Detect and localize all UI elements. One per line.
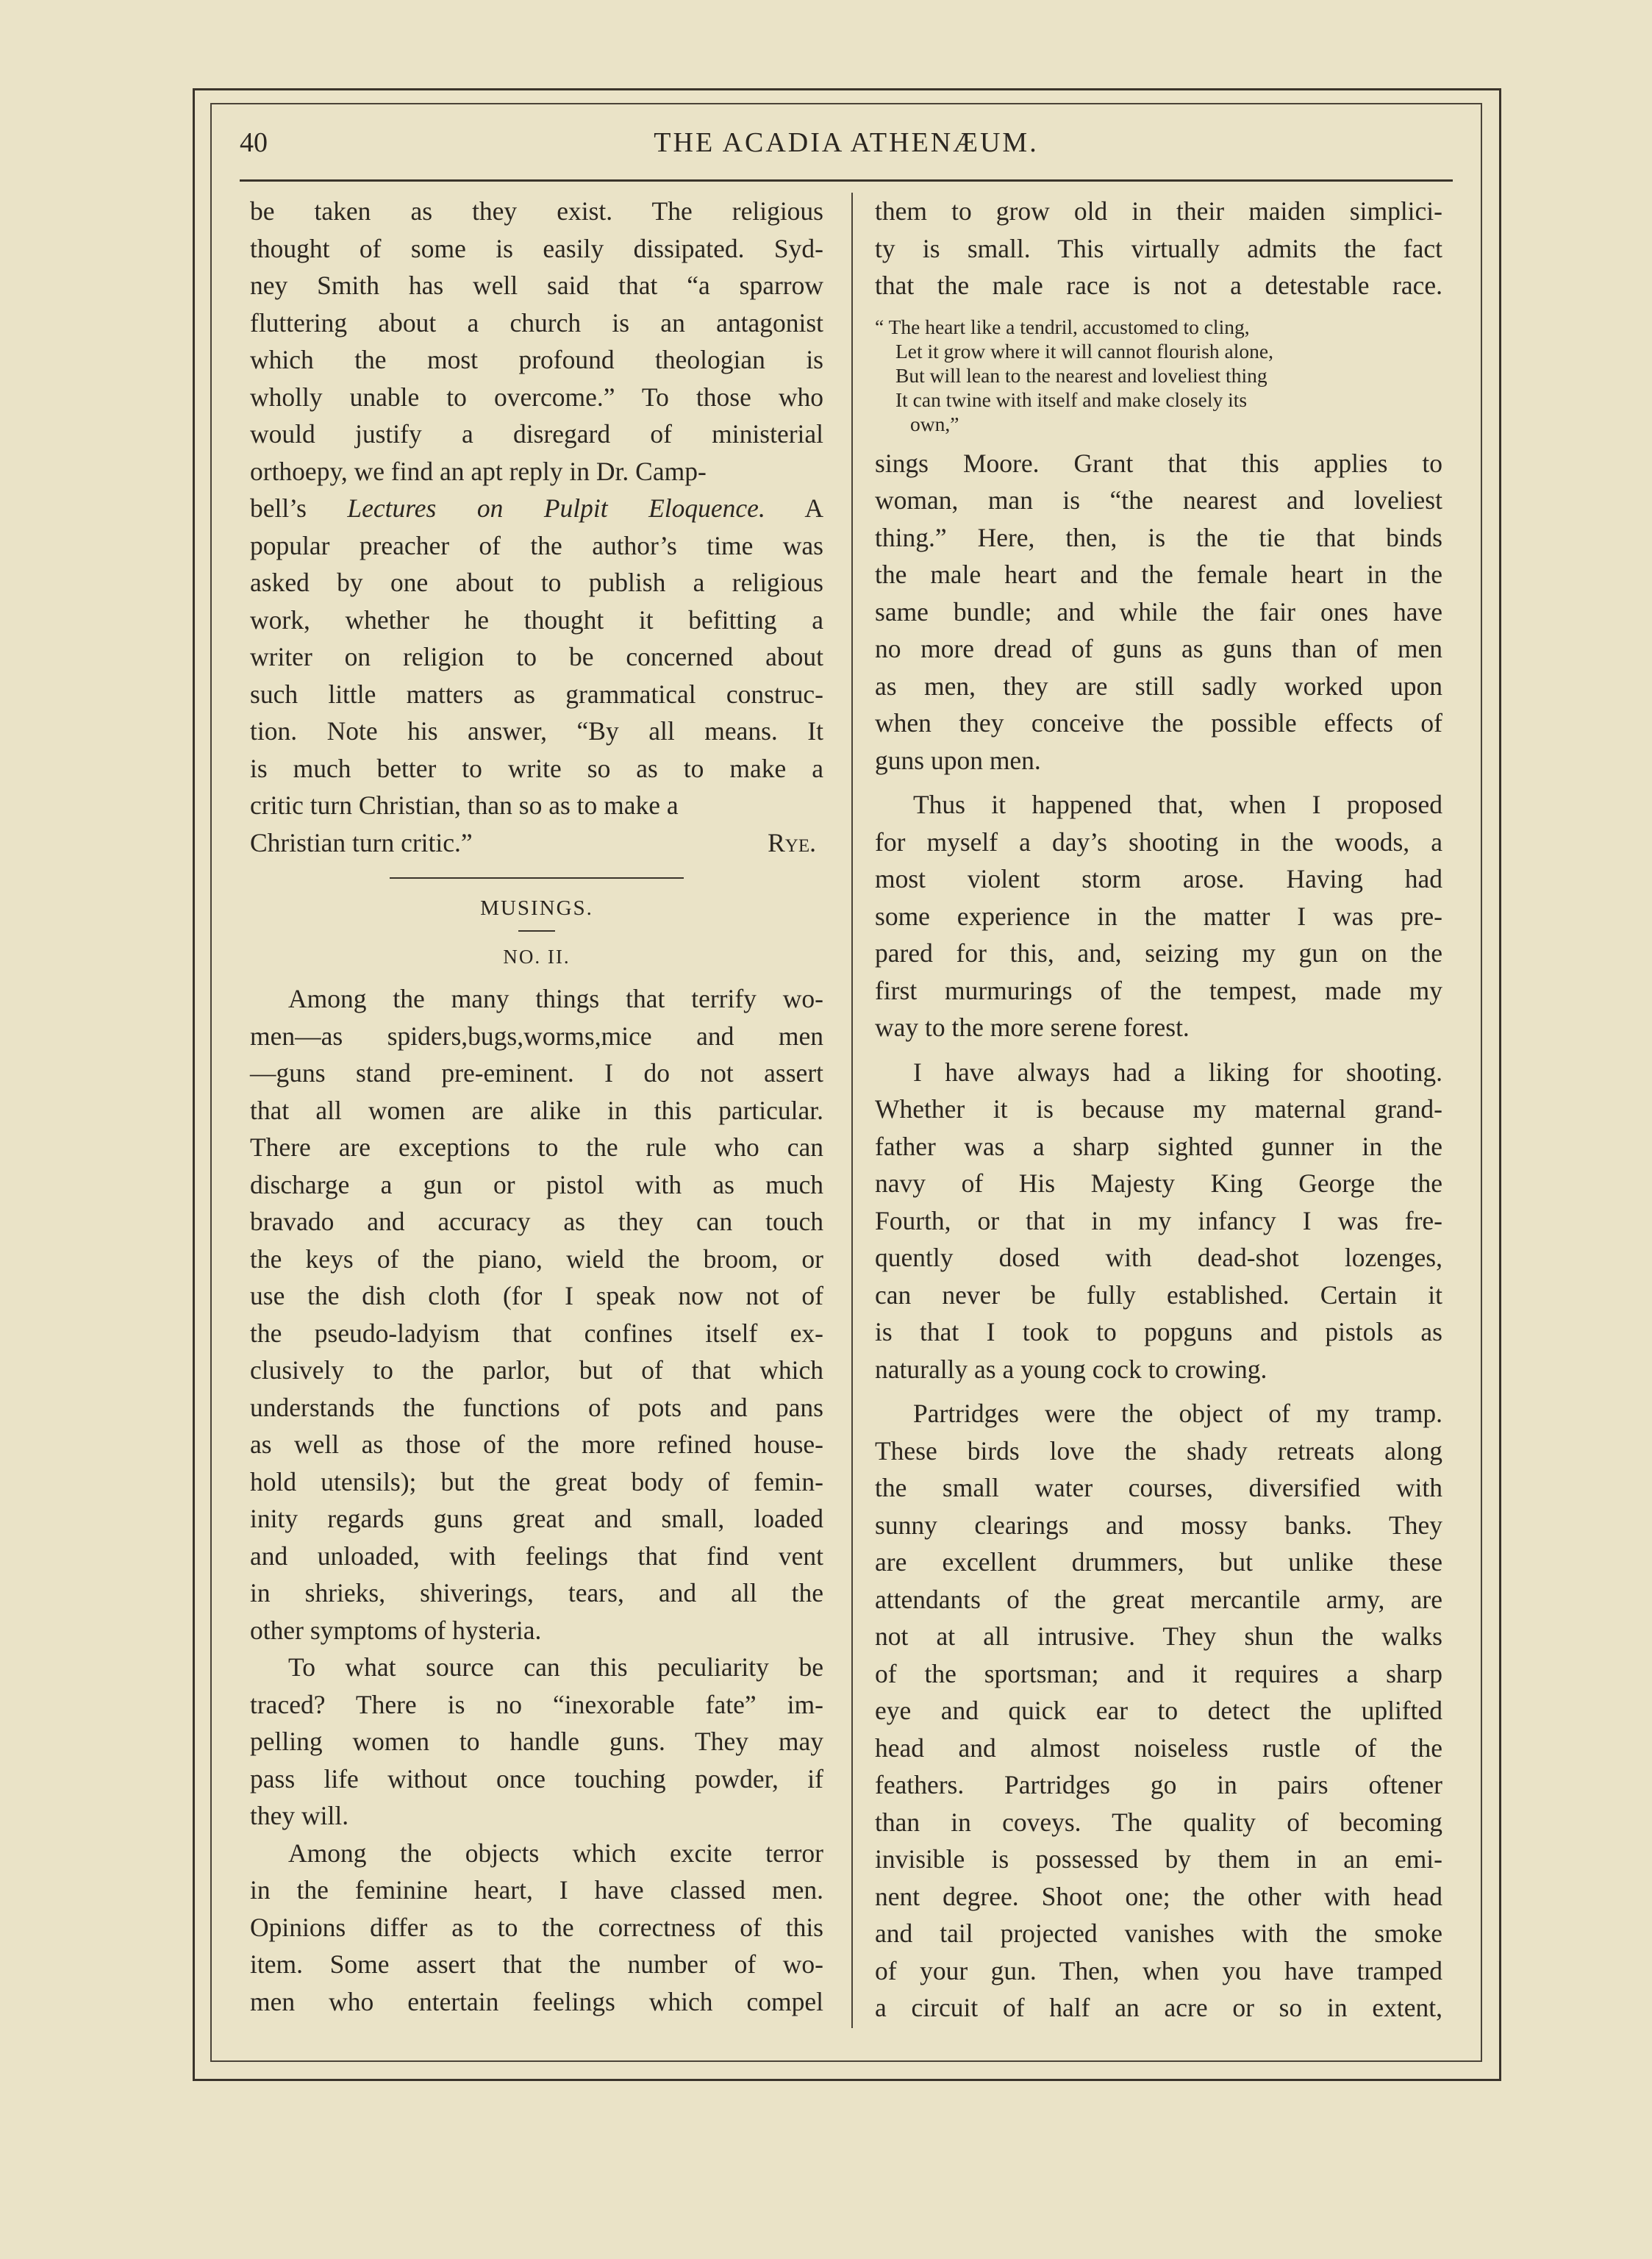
text-line: quently dosed with dead-shot lozenges, — [875, 1243, 1442, 1272]
poem-line: Let it grow where it will cannot flourish alone, — [895, 339, 1273, 363]
text-line: such little matters as grammatical construc- — [250, 679, 823, 709]
text-line: woman, man is “the nearest and loveliest — [875, 485, 1442, 515]
text-line: Among the objects which excite terror — [288, 1838, 823, 1868]
text-line: and tail projected vanishes with the smoke — [875, 1919, 1442, 1948]
text-line: for myself a day’s shooting in the woods, a — [875, 827, 1442, 857]
text-line: eye and quick ear to detect the uplifted — [875, 1696, 1442, 1725]
right-column — [875, 193, 1442, 2027]
text-line: the male heart and the female heart in the — [875, 560, 1442, 589]
text-line: way to the more serene forest. — [875, 1013, 1190, 1042]
text-line: are excellent drummers, but unlike these — [875, 1547, 1442, 1577]
left-column — [250, 193, 823, 2020]
text-line: the pseudo-ladyism that confines itself ex- — [250, 1318, 823, 1348]
text-line: traced? There is no “inexorable fate” im- — [250, 1689, 823, 1719]
text-line: asked by one about to publish a religious — [250, 568, 823, 597]
paragraph-storm — [875, 786, 1442, 1046]
musings-paragraph-1 — [250, 980, 823, 1649]
text-line: feathers. Partridges go in pairs oftener — [875, 1770, 1442, 1799]
text-line: fluttering about a church is an antagonist — [250, 307, 823, 338]
text-line: inity regards guns great and small, loaded — [250, 1504, 823, 1533]
text-line: first murmurings of the tempest, made my — [875, 975, 1442, 1005]
text-line: writer on religion to be concerned about — [250, 642, 823, 671]
text-line: pelling women to handle guns. They may — [250, 1727, 823, 1756]
text-line: as well as those of the more refined house- — [250, 1430, 823, 1459]
text-line: nent degree. Shoot one; the other with head — [875, 1881, 1442, 1911]
text-line: Among the many things that terrify wo- — [288, 984, 823, 1013]
text-line: Thus it happened that, when I proposed — [913, 790, 1442, 819]
paragraph-gap — [875, 1046, 1442, 1054]
text-line: that the male race is not a detestable race. — [875, 271, 1442, 300]
paragraph-gap — [875, 779, 1442, 786]
text-line: pass life without once touching powder, if — [250, 1763, 823, 1794]
paragraph-sings-moore — [875, 445, 1442, 779]
rye-closing-line — [250, 824, 823, 862]
text-line: of the sportsman; and it requires a sharp — [875, 1658, 1442, 1688]
column-divider — [851, 193, 853, 2028]
continuation-paragraph — [875, 193, 1442, 304]
text-line: father was a sharp sighted gunner in the — [875, 1131, 1442, 1161]
rye-italic-post: A — [765, 493, 824, 523]
poem-line: “ The heart like a tendril, accustomed to cling, — [875, 315, 1250, 338]
text-line: is that I took to popguns and pistols as — [875, 1317, 1442, 1346]
text-line: than in coveys. The quality of becoming — [875, 1807, 1442, 1837]
text-line: orthoepy, we find an apt reply in Dr. Camp- — [250, 456, 707, 486]
rye-article-ending — [250, 193, 823, 861]
text-line: no more dread of guns as guns than of men — [875, 634, 1442, 663]
text-line: in shrieks, shiverings, tears, and all the — [250, 1578, 823, 1607]
text-line: Opinions differ as to the correctness of this — [250, 1912, 823, 1942]
rye-italic-pre: bell’s — [250, 493, 348, 523]
text-line: work, whether he thought it befitting a — [250, 604, 823, 635]
text-line: be taken as they exist. The religious — [250, 196, 823, 226]
text-line: tion. Note his answer, “By all means. It — [250, 716, 823, 746]
text-line: other symptoms of hysteria. — [250, 1615, 542, 1645]
musings-paragraph-3 — [250, 1835, 823, 2021]
text-line: critic turn Christian, than so as to make a — [250, 791, 679, 820]
text-line: not at all intrusive. They shun the walks — [875, 1621, 1442, 1651]
poem-quotation — [875, 315, 1442, 436]
text-line: invisible is possessed by them in an emi- — [875, 1844, 1442, 1874]
text-line: sunny clearings and mossy banks. They — [875, 1510, 1442, 1540]
text-line: the small water courses, diversified with — [875, 1473, 1442, 1502]
text-line: the keys of the piano, wield the broom, or — [250, 1243, 823, 1274]
text-line: that all women are alike in this particular. — [250, 1095, 823, 1125]
text-line: navy of His Majesty King George the — [875, 1168, 1442, 1198]
text-line: There are exceptions to the rule who can — [250, 1132, 823, 1162]
text-line: bravado and accuracy as they can touch — [250, 1207, 823, 1236]
text-line: men who entertain feelings which compel — [250, 1986, 823, 2016]
text-line: use the dish cloth (for I speak now not of — [250, 1281, 823, 1310]
text-line: To what source can this peculiarity be — [288, 1652, 823, 1682]
text-line: sings Moore. Grant that this applies to — [875, 448, 1442, 478]
text-line: same bundle; and while the fair ones have — [875, 596, 1442, 627]
text-line: guns upon men. — [875, 745, 1041, 775]
rye-last-line: Christian turn critic.” — [250, 827, 473, 857]
rye-italic-line — [250, 490, 823, 527]
text-line: would justify a disregard of ministerial — [250, 419, 823, 449]
text-line: Whether it is because my maternal grand- — [875, 1094, 1442, 1124]
text-line: Partridges were the object of my tramp. — [913, 1399, 1442, 1428]
text-line: when they conceive the possible effects of — [875, 708, 1442, 738]
text-line: discharge a gun or pistol with as much — [250, 1169, 823, 1199]
section-title-musings: MUSINGS. — [480, 896, 593, 920]
text-line: thing.” Here, then, is the tie that binds — [875, 522, 1442, 552]
text-line: wholly unable to overcome.” To those who — [250, 382, 823, 412]
text-line: some experience in the matter I was pre- — [875, 901, 1442, 931]
rye-lines-1 — [250, 193, 823, 490]
page-number: 40 — [240, 127, 268, 158]
running-title: THE ACADIA ATHENÆUM. — [654, 127, 1039, 158]
text-line: in the feminine heart, I have classed men. — [250, 1875, 823, 1905]
text-line: ty is small. This virtually admits the fact — [875, 233, 1442, 263]
text-line: is much better to write so as to make a — [250, 753, 823, 783]
text-line: and unloaded, with feelings that find vent — [250, 1541, 823, 1571]
text-line: understands the functions of pots and pans — [250, 1392, 823, 1422]
text-line: hold utensils); but the great body of femin- — [250, 1466, 823, 1496]
text-line: thought of some is easily dissipated. Syd- — [250, 233, 823, 263]
short-divider-rule — [518, 930, 555, 932]
text-line: they will. — [250, 1801, 349, 1830]
rye-lines-2 — [250, 527, 823, 824]
text-line: most violent storm arose. Having had — [875, 864, 1442, 893]
text-line: as men, they are still sadly worked upon — [875, 671, 1442, 701]
poem-line: But will lean to the nearest and loveliest thing — [895, 363, 1267, 387]
text-line: which the most profound theologian is — [250, 345, 823, 374]
section-divider-rule — [390, 877, 684, 879]
text-line: head and almost noiseless rustle of the — [875, 1732, 1442, 1763]
text-line: ney Smith has well said that “a sparrow — [250, 271, 823, 300]
author-signature: Rye. — [768, 827, 816, 857]
text-line: Fourth, or that in my infancy I was fre- — [875, 1205, 1442, 1235]
text-line: can never be fully established. Certain it — [875, 1280, 1442, 1310]
section-subtitle-number: NO. II. — [503, 946, 571, 968]
paragraph-partridges — [875, 1395, 1442, 2027]
poem-line: own,” — [910, 412, 959, 435]
musings-paragraph-2 — [250, 1649, 823, 1835]
text-line: of your gun. Then, when you have tramped — [875, 1955, 1442, 1985]
text-line: I have always had a liking for shooting. — [913, 1057, 1442, 1087]
paragraph-liking-for-shooting — [875, 1054, 1442, 1388]
text-line: popular preacher of the author’s time was — [250, 530, 823, 560]
text-line: pared for this, and, seizing my gun on the — [875, 938, 1442, 968]
text-line: them to grow old in their maiden simplici- — [875, 196, 1442, 226]
text-line: men—as spiders,bugs,worms,mice and men — [250, 1021, 823, 1051]
text-line: clusively to the parlor, but of that which — [250, 1355, 823, 1385]
paragraph-gap — [875, 1388, 1442, 1395]
text-line: These birds love the shady retreats along — [875, 1435, 1442, 1466]
poem-line: It can twine with itself and make closely its — [895, 388, 1248, 411]
text-line: attendants of the great mercantile army, are — [875, 1584, 1442, 1614]
text-line: item. Some assert that the number of wo- — [250, 1949, 823, 1979]
text-line: naturally as a young cock to crowing. — [875, 1354, 1267, 1384]
header-rule — [240, 179, 1453, 182]
text-line: —guns stand pre-eminent. I do not assert — [250, 1058, 823, 1088]
text-line: a circuit of half an acre or so in extent, — [875, 1993, 1442, 2022]
book-title-lectures-on-pulpit-eloquence: Lectures on Pulpit Eloquence. — [347, 493, 765, 523]
running-header — [240, 121, 1453, 165]
